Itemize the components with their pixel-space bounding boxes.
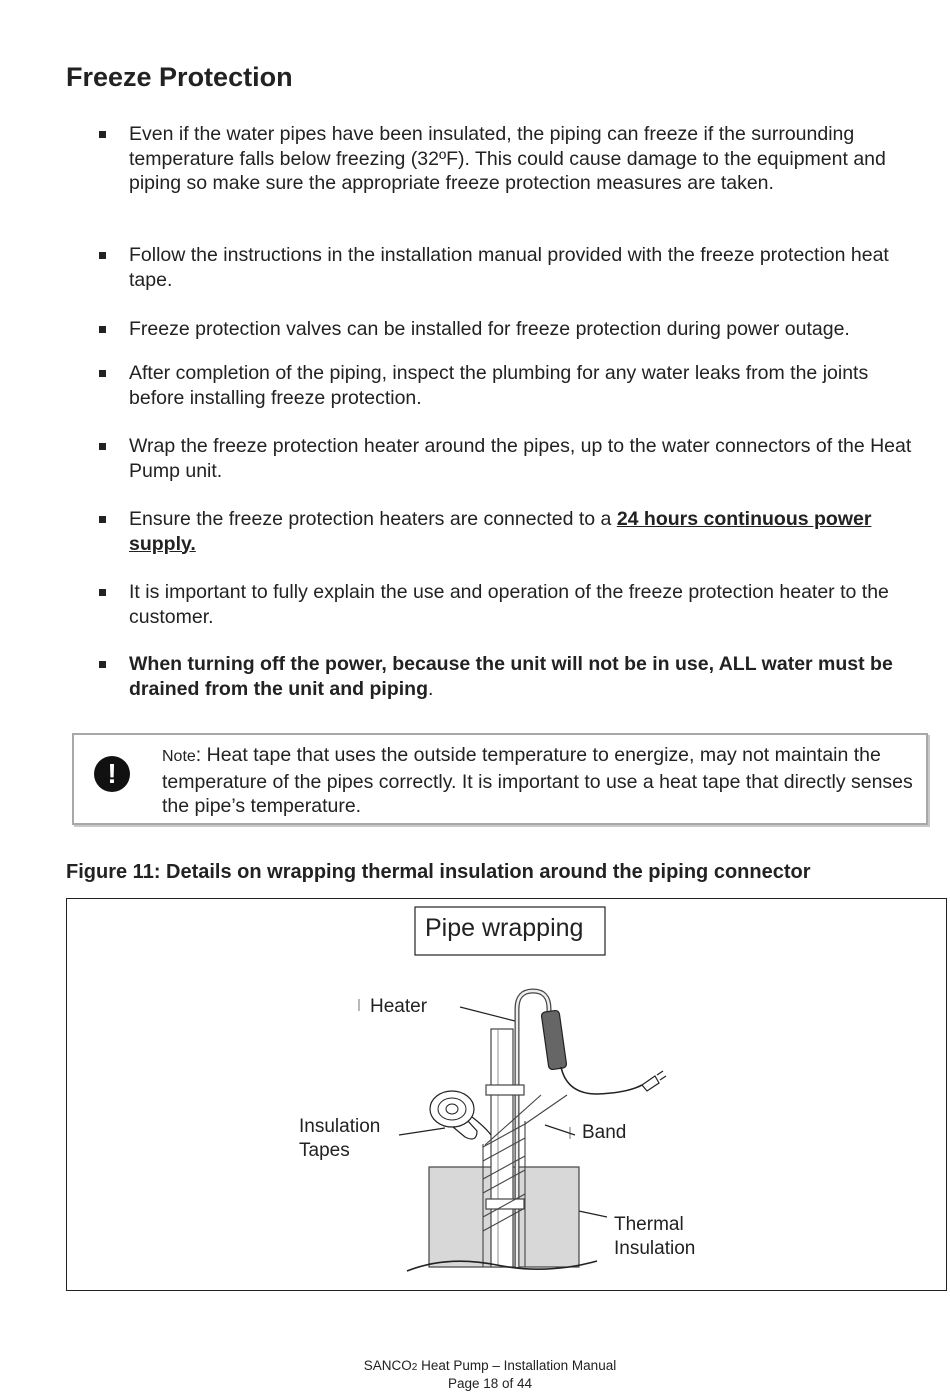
heater-leader xyxy=(460,1007,515,1021)
bullet-text: Follow the instructions in the installation manual provided with the freeze protection heat tape. xyxy=(129,244,889,291)
insulation-leader xyxy=(399,1128,445,1135)
note-box xyxy=(72,733,928,825)
bullet-text-part: . xyxy=(427,677,434,700)
bullet-text: It is important to fully explain the use and operation of the freeze protection heater to the customer. xyxy=(129,581,889,628)
bullet-icon xyxy=(99,661,106,668)
note-label: Note xyxy=(162,748,196,765)
thermal-insulation-label-1: Thermal xyxy=(614,1214,684,1235)
bullet-text xyxy=(129,507,919,556)
note-body: : Heat tape that uses the outside temperature to energize, may not maintain the temperature of the pipes correctly. It is important to use a heat tape that directly senses the pipe’s temperature. xyxy=(162,744,913,817)
note-text xyxy=(162,743,917,819)
figure-frame xyxy=(66,898,947,1291)
bullet-icon xyxy=(99,326,106,333)
bullet-icon xyxy=(99,516,106,523)
band-label: Band xyxy=(582,1122,627,1143)
bullet-text: After completion of the piping, inspect the plumbing for any water leaks from the joints before installing freeze protection. xyxy=(129,362,869,409)
bullet-text xyxy=(129,652,919,701)
bullet-text: Wrap the freeze protection heater around the pipes, up to the water connectors of the Heat Pump unit. xyxy=(129,435,912,482)
insulation-tapes-label-1: Insulation xyxy=(299,1116,381,1137)
bold-warning-text: When turning off the power, because the unit will not be in use, ALL water must be drained from the unit and piping xyxy=(129,653,893,700)
bullet-icon xyxy=(99,443,106,450)
pipe xyxy=(491,1029,513,1267)
bullet-icon xyxy=(99,131,106,138)
bullet-icon xyxy=(99,252,106,259)
bullet-icon xyxy=(99,589,106,596)
footer-brand: SANCO xyxy=(363,1358,412,1373)
pipe-wrapping-diagram xyxy=(67,899,946,1290)
footer-manual: Heat Pump – Installation Manual xyxy=(417,1358,617,1373)
power-cord xyxy=(561,1067,642,1094)
plug-icon xyxy=(642,1076,659,1091)
bullet-text: Even if the water pipes have been insulated, the piping can freeze if the surrounding temperature falls below freezing (32ºF). This could cause damage to the equipment and piping so make sure the appropriate freeze protection measures are taken. xyxy=(129,123,886,194)
band-lower xyxy=(486,1199,524,1209)
footer-manual-title xyxy=(0,1358,950,1373)
diagram-title: Pipe wrapping xyxy=(425,914,584,942)
bullet-text-part: Ensure the freeze protection heaters are connected to a xyxy=(129,508,617,530)
insulation-tapes-label-2: Tapes xyxy=(299,1140,350,1161)
bullet-icon xyxy=(99,370,106,377)
figure-caption: Figure 11: Details on wrapping thermal insulation around the piping connector xyxy=(66,861,811,883)
emphasis-text: 24 hours continuous power supply. xyxy=(129,508,872,555)
page-number: Page 18 of 44 xyxy=(447,1376,533,1391)
footer-brand-sub: 2 xyxy=(411,1362,418,1373)
heater-label: Heater xyxy=(370,996,428,1017)
band-upper xyxy=(486,1085,524,1095)
exclamation-icon: ! xyxy=(94,756,130,792)
thermal-insulation-label-2: Insulation xyxy=(614,1238,696,1259)
heater-thermostat xyxy=(541,1010,567,1070)
insulation-tape-roll xyxy=(430,1091,491,1139)
bullet-text: Freeze protection valves can be installed for freeze protection during power outage. xyxy=(129,318,850,340)
page-title: Freeze Protection xyxy=(66,62,293,92)
